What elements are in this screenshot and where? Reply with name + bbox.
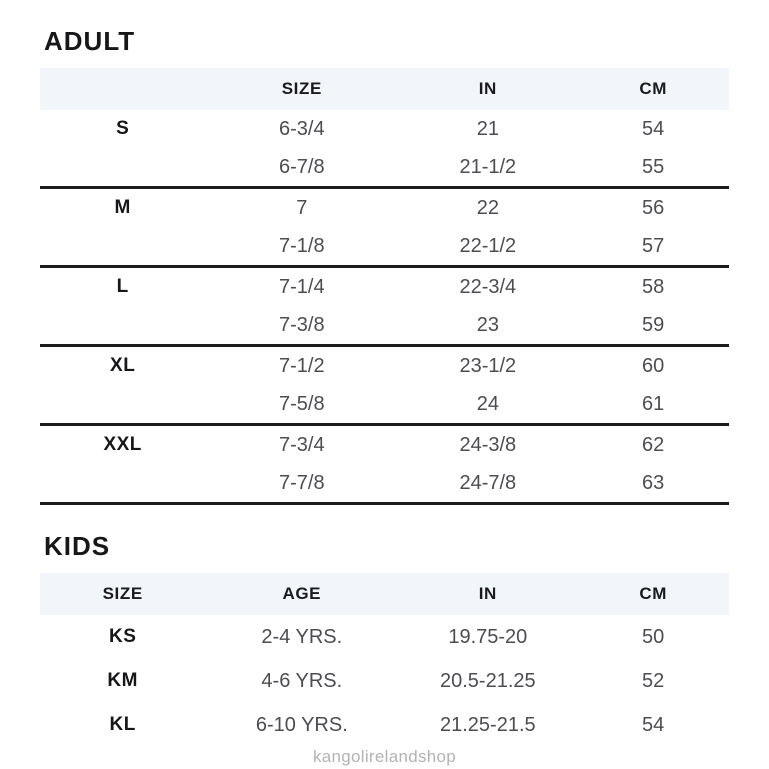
inches-cell: 22-3/4 — [459, 275, 517, 298]
size-label-cell: KS — [108, 626, 137, 647]
size-label-cell: XL — [110, 355, 136, 376]
hat-size-cell: 7-3/4 — [279, 433, 325, 456]
watermark-text: kangolirelandshop — [312, 747, 457, 766]
table-row — [40, 615, 729, 659]
cm-cell: 57 — [642, 234, 665, 257]
cm-cell: 58 — [642, 275, 665, 298]
cm-cell: 60 — [642, 354, 665, 377]
table-row — [40, 268, 729, 306]
inches-cell: 20.5-21.25 — [440, 669, 536, 692]
inches-cell: 22 — [476, 196, 499, 219]
inches-cell: 23 — [476, 313, 499, 336]
table-row — [40, 659, 729, 703]
hat-size-cell: 7-7/8 — [279, 471, 325, 494]
kids-section-heading: KIDS — [44, 531, 111, 561]
adult-size-group-xxl — [40, 426, 729, 505]
adult-size-group-m — [40, 189, 729, 268]
inches-cell: 22-1/2 — [459, 234, 517, 257]
inches-cell: 24-3/8 — [459, 433, 517, 456]
inches-cell: 19.75-20 — [448, 625, 528, 648]
hat-size-cell: 7-1/8 — [279, 234, 325, 257]
cm-cell: 50 — [642, 625, 665, 648]
kids-header-age: AGE — [282, 584, 322, 603]
size-label-cell: S — [116, 118, 130, 139]
hat-size-cell: 6-7/8 — [279, 155, 325, 178]
hat-size-cell: 7-1/2 — [279, 354, 325, 377]
cm-cell: 59 — [642, 313, 665, 336]
inches-cell: 23-1/2 — [459, 354, 517, 377]
hat-size-cell: 7-3/8 — [279, 313, 325, 336]
hat-size-cell: 7 — [296, 196, 308, 219]
adult-size-group-s — [40, 110, 729, 189]
table-row — [40, 148, 729, 186]
adult-header-size: SIZE — [281, 79, 322, 98]
table-row — [40, 227, 729, 265]
inches-cell: 21-1/2 — [459, 155, 517, 178]
kids-header-in: IN — [478, 584, 497, 603]
inches-cell: 24-7/8 — [459, 471, 517, 494]
cm-cell: 61 — [642, 392, 665, 415]
adult-table-header — [40, 68, 729, 110]
table-row — [40, 110, 729, 148]
size-label-cell: KL — [109, 714, 136, 735]
kids-size-table — [40, 573, 729, 747]
adult-header-in: IN — [478, 79, 497, 98]
kids-table-header — [40, 573, 729, 615]
table-row — [40, 703, 729, 747]
cm-cell: 63 — [642, 471, 665, 494]
adult-section-heading: ADULT — [44, 26, 136, 56]
size-label-cell: XXL — [103, 434, 142, 455]
size-label-cell: KM — [107, 670, 138, 691]
table-row — [40, 464, 729, 502]
inches-cell: 21 — [476, 117, 499, 140]
hat-size-cell: 7-5/8 — [279, 392, 325, 415]
age-cell: 2-4 YRS. — [261, 625, 343, 648]
table-row — [40, 189, 729, 227]
kids-header-cm: CM — [639, 584, 667, 603]
kids-header-size: SIZE — [102, 584, 143, 603]
table-row — [40, 385, 729, 423]
adult-header-cm: CM — [639, 79, 667, 98]
hat-size-cell: 6-3/4 — [279, 117, 325, 140]
cm-cell: 62 — [642, 433, 665, 456]
age-cell: 4-6 YRS. — [261, 669, 343, 692]
adult-size-group-xl — [40, 347, 729, 426]
inches-cell: 21.25-21.5 — [440, 713, 536, 736]
table-row — [40, 306, 729, 344]
cm-cell: 54 — [642, 713, 665, 736]
adult-size-group-l — [40, 268, 729, 347]
cm-cell: 56 — [642, 196, 665, 219]
cm-cell: 52 — [642, 669, 665, 692]
table-row — [40, 347, 729, 385]
age-cell: 6-10 YRS. — [255, 713, 348, 736]
cm-cell: 55 — [642, 155, 665, 178]
cm-cell: 54 — [642, 117, 665, 140]
adult-size-table — [40, 68, 729, 505]
size-label-cell: M — [114, 197, 131, 218]
inches-cell: 24 — [476, 392, 499, 415]
table-row — [40, 426, 729, 464]
hat-size-cell: 7-1/4 — [279, 275, 325, 298]
size-label-cell: L — [116, 276, 129, 297]
